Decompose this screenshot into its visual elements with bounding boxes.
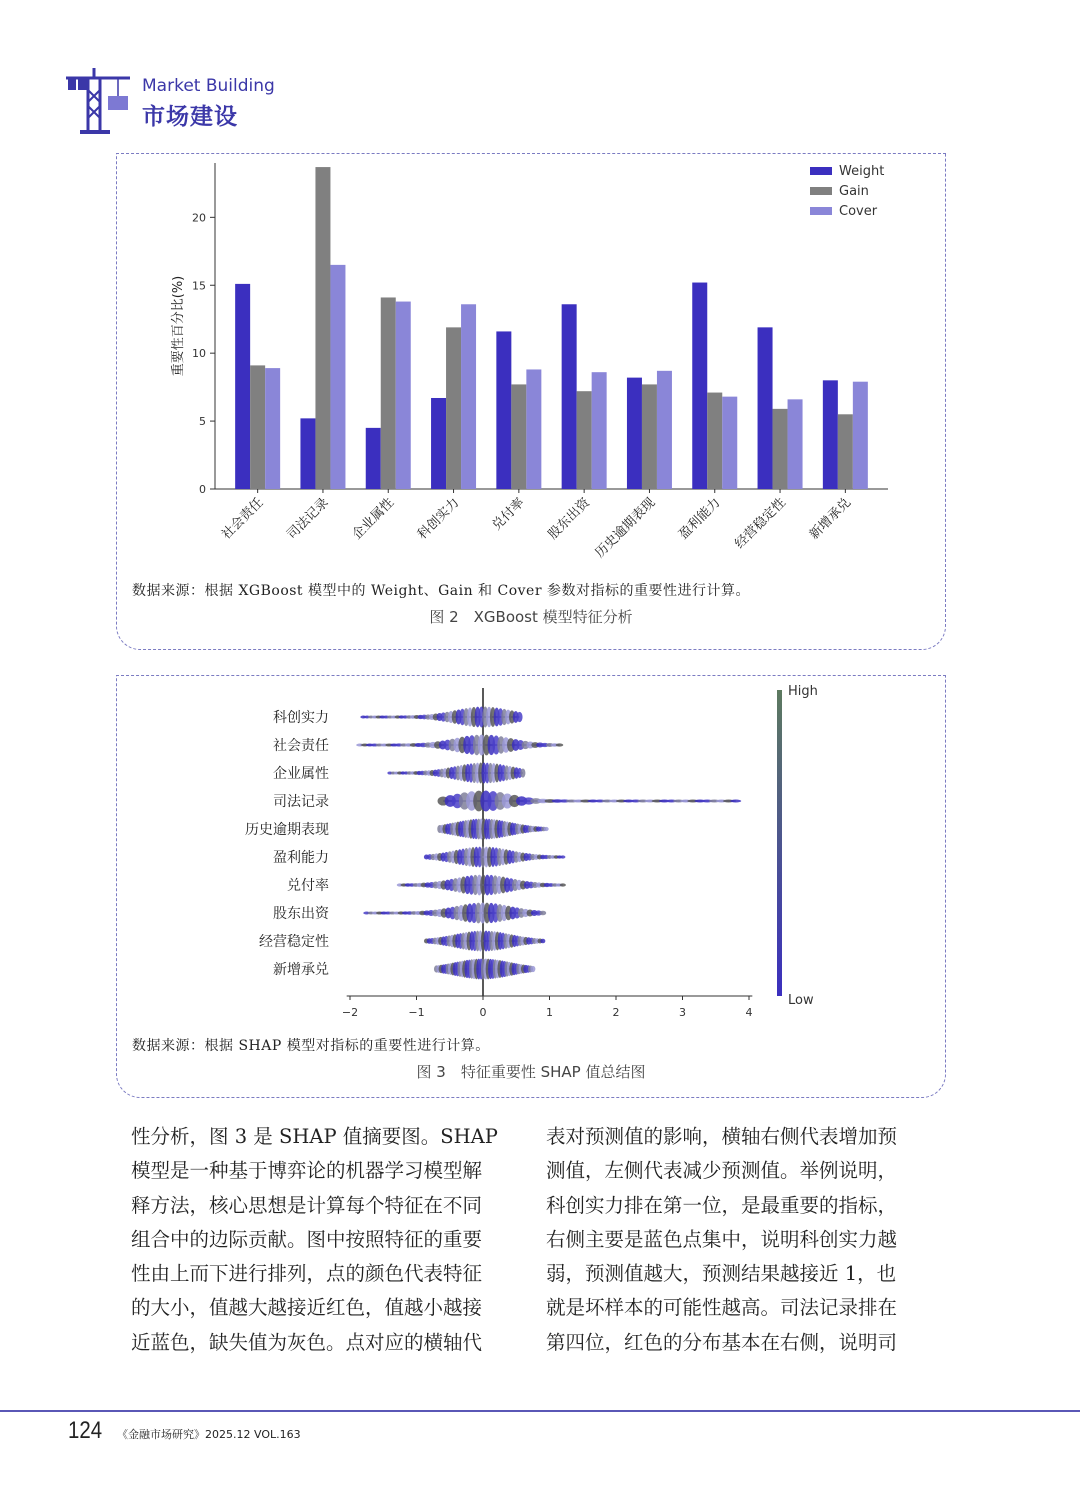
feature-swarm xyxy=(434,959,535,980)
feature-swarm xyxy=(397,875,566,896)
body-column-right xyxy=(546,1120,936,1360)
body-line: 科创实力排在第一位，是最重要的指标， xyxy=(546,1193,898,1217)
body-line: 的大小，值越大越接近红色，值越小越接 xyxy=(131,1296,483,1320)
feature-swarm xyxy=(363,903,546,924)
figure-2-caption: 图 2 XGBoost 模型特征分析 xyxy=(429,608,633,626)
colorbar xyxy=(777,690,782,996)
feature-label: 历史逾期表现 xyxy=(245,822,329,838)
y-tick-label: 15 xyxy=(192,279,206,293)
body-line: 第四位，红色的分布基本在右侧，说明司 xyxy=(546,1330,898,1354)
swarm-point xyxy=(544,827,549,831)
colorbar-high-label: High xyxy=(788,684,818,699)
body-line: 性由上而下进行排列，点的颜色代表特征 xyxy=(131,1262,483,1286)
body-line: 弱，预测值越大，预测结果越接近 1，也 xyxy=(546,1262,897,1286)
legend-label-cover: Cover xyxy=(839,204,878,219)
feature-label: 新增承兑 xyxy=(273,962,329,978)
swarm-point xyxy=(539,911,546,916)
body-line: 就是坏样本的可能性越高。司法记录排在 xyxy=(546,1296,898,1320)
body-column-left xyxy=(131,1120,521,1360)
section-title-en: Market Building xyxy=(142,76,275,96)
feature-swarm xyxy=(360,707,522,728)
body-line: 性分析，图 3 是 SHAP 值摘要图。SHAP xyxy=(131,1125,498,1148)
legend-label-weight: Weight xyxy=(839,164,885,179)
y-axis-label: 重要性百分比(%) xyxy=(171,275,186,377)
y-tick-label: 5 xyxy=(199,415,206,429)
swarm-point xyxy=(556,743,564,746)
feature-label: 盈利能力 xyxy=(273,850,329,866)
feature-swarm xyxy=(356,735,563,756)
feature-swarm xyxy=(437,819,548,840)
figure-2-source-note: 数据来源：根据 XGBoost 模型中的 Weight、Gain 和 Cover 参数对指标的重要性进行计算。 xyxy=(132,583,750,599)
figure-3-source-note: 数据来源：根据 SHAP 模型对指标的重要性进行计算。 xyxy=(132,1038,490,1054)
swarm-point xyxy=(730,800,741,803)
x-category-label: 社会责任 xyxy=(219,495,267,543)
body-line: 近蓝色，缺失值为灰色。点对应的横轴代 xyxy=(131,1330,483,1354)
x-tick-label: −2 xyxy=(341,1006,359,1019)
x-tick-label: 0 xyxy=(479,1006,487,1019)
x-tick-label: 1 xyxy=(546,1006,553,1019)
legend-label-gain: Gain xyxy=(839,184,869,199)
x-category-label: 科创实力 xyxy=(414,495,463,543)
x-category-label: 经营稳定性 xyxy=(732,495,789,552)
x-tick-label: −1 xyxy=(408,1006,425,1019)
colorbar-low-label: Low xyxy=(788,993,814,1008)
body-line: 释方法，核心思想是计算每个特征在不同 xyxy=(131,1193,483,1217)
figure-3-caption: 图 3 特征重要性 SHAP 值总结图 xyxy=(416,1063,646,1081)
x-category-label: 兑付率 xyxy=(489,495,528,534)
journal-info: 《金融市场研究》2025.12 VOL.163 xyxy=(117,1428,301,1441)
feature-swarm xyxy=(424,931,545,952)
body-line: 组合中的边际贡献。图中按照特征的重要 xyxy=(131,1227,483,1251)
swarm-point xyxy=(530,966,535,972)
page-number: 124 xyxy=(68,1417,103,1444)
footer-rule xyxy=(0,1410,1080,1412)
y-tick-label: 0 xyxy=(199,483,206,496)
swarm-point xyxy=(560,883,566,886)
swarm-point xyxy=(540,939,545,944)
feature-swarm xyxy=(424,847,566,868)
y-tick-label: 10 xyxy=(192,347,206,361)
body-line: 模型是一种基于博弈论的机器学习模型解 xyxy=(131,1159,483,1183)
x-category-label: 历史逾期表现 xyxy=(592,495,659,561)
x-category-label: 盈利能力 xyxy=(676,495,724,543)
body-line: 表对预测值的影响，横轴右侧代表增加预 xyxy=(546,1125,898,1148)
x-category-label: 新增承兑 xyxy=(806,495,855,543)
swarm-point xyxy=(520,768,525,777)
x-tick-label: 4 xyxy=(745,1006,753,1019)
body-line: 测值，左侧代表减少预测值。举例说明， xyxy=(546,1159,898,1183)
x-category-label: 企业属性 xyxy=(349,495,398,543)
swarm-point xyxy=(560,855,565,858)
feature-label: 兑付率 xyxy=(287,878,329,894)
x-tick-label: 2 xyxy=(612,1006,620,1019)
section-title-zh: 市场建设 xyxy=(142,104,238,130)
swarm-point xyxy=(517,712,523,722)
x-category-label: 股东出资 xyxy=(545,495,593,543)
feature-swarm xyxy=(387,763,525,784)
y-tick-label: 20 xyxy=(192,211,206,225)
body-line: 右侧主要是蓝色点集中，说明科创实力越 xyxy=(546,1227,898,1251)
feature-label: 企业属性 xyxy=(273,766,329,782)
feature-label: 股东出资 xyxy=(273,906,329,922)
x-tick-label: 3 xyxy=(679,1006,686,1019)
feature-label: 经营稳定性 xyxy=(259,934,329,950)
feature-swarm xyxy=(438,791,742,812)
feature-label: 司法记录 xyxy=(273,794,329,810)
feature-label: 科创实力 xyxy=(273,710,329,726)
feature-label: 社会责任 xyxy=(273,738,329,754)
x-category-label: 司法记录 xyxy=(284,495,332,543)
